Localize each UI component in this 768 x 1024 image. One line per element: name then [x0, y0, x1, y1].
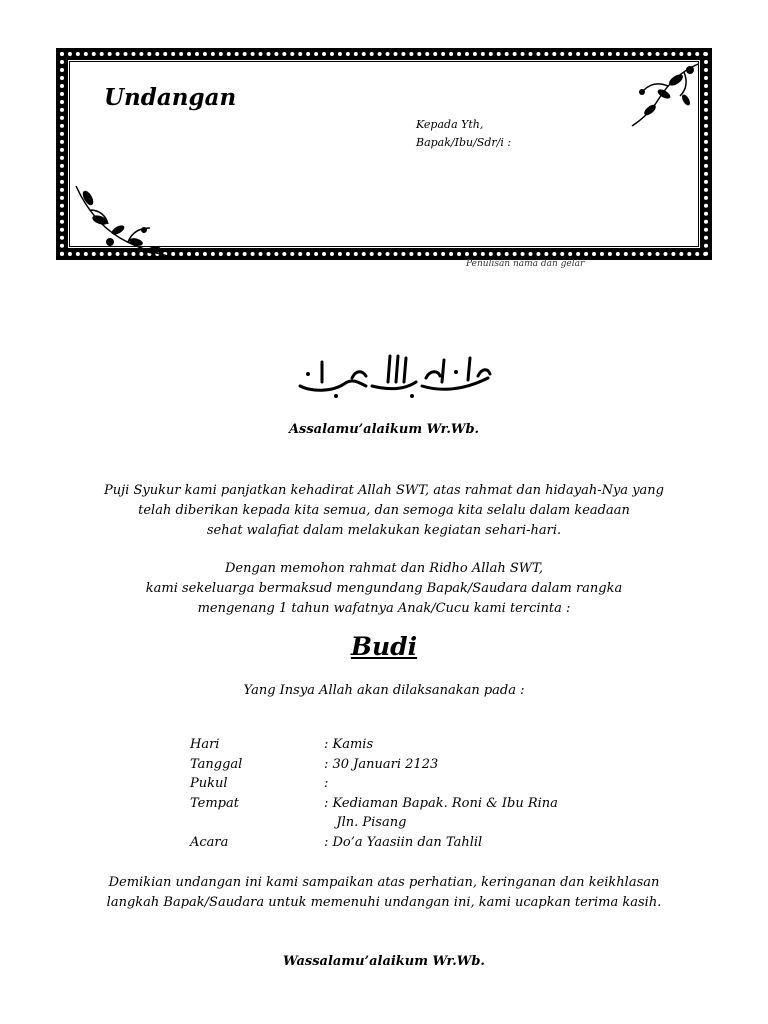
- closing-greeting: Wassalamu’alaikum Wr.Wb.: [283, 954, 485, 969]
- detail-value: :: [324, 776, 329, 792]
- detail-label: [190, 813, 324, 833]
- detail-value: Jln. Pisang: [324, 815, 407, 831]
- arabic-calligraphy-icon: [292, 348, 496, 400]
- detail-value: : Do’a Yaasiin dan Tahlil: [324, 834, 483, 850]
- paragraph-line: Demikian undangan ini kami sampaikan atas perhatian, keringanan dan keikhlasan: [108, 875, 660, 890]
- detail-row: [190, 813, 558, 833]
- invitation-paragraph: [0, 559, 768, 619]
- detail-label: Tempat: [190, 795, 239, 811]
- paragraph-line: Dengan memohon rahmat dan Ridho Allah SWT,: [224, 561, 543, 576]
- detail-label: Hari: [190, 737, 220, 752]
- paragraph-line: kami sekeluarga bermaksud mengundang Bapak/Saudara dalam rangka: [145, 581, 623, 596]
- paragraph-line: Puji Syukur kami panjatkan kehadirat Allah SWT, atas rahmat dan hidayah-Nya yang: [104, 483, 664, 498]
- floral-ornament-icon: [628, 60, 700, 130]
- detail-row: [190, 774, 558, 794]
- closing-paragraph: [0, 873, 768, 913]
- floral-ornament-icon: [70, 180, 170, 264]
- detail-label: Tanggal: [190, 756, 243, 772]
- detail-value: : 30 Januari 2123: [324, 756, 439, 772]
- address-line: Kepada Yth,: [416, 118, 484, 131]
- paragraph-line: mengenang 1 tahun wafatnya Anak/Cucu kami tercinta :: [197, 601, 571, 616]
- paragraph-line: sehat walafiat dalam melakukan kegiatan sehari-hari.: [206, 523, 562, 538]
- detail-value: : Kediaman Bapak. Roni & Ibu Rina: [324, 795, 558, 811]
- detail-row: [190, 755, 558, 775]
- detail-value: : Kamis: [324, 737, 374, 752]
- opening-paragraph: [0, 481, 768, 541]
- deceased-name: Budi: [350, 632, 418, 661]
- detail-row: [190, 735, 558, 755]
- paragraph-line: langkah Bapak/Saudara untuk memenuhi undangan ini, kami ucapkan terima kasih.: [106, 895, 662, 910]
- detail-row: [190, 833, 558, 853]
- detail-label: Acara: [190, 834, 229, 850]
- address-line: Bapak/Ibu/Sdr/i :: [416, 136, 512, 149]
- opening-greeting: Assalamu’alaikum Wr.Wb.: [288, 422, 480, 437]
- event-details: [190, 735, 558, 853]
- paragraph-line: telah diberikan kepada kita semua, dan semoga kita selalu dalam keadaan: [138, 503, 630, 518]
- recipient-address: [416, 116, 511, 152]
- name-note: Penulisan nama dan gelar: [466, 259, 585, 269]
- detail-label: Pukul: [190, 776, 228, 792]
- event-intro: Yang Insya Allah akan dilaksanakan pada :: [243, 683, 525, 698]
- detail-row: [190, 794, 558, 814]
- invitation-title: Undangan: [104, 84, 237, 111]
